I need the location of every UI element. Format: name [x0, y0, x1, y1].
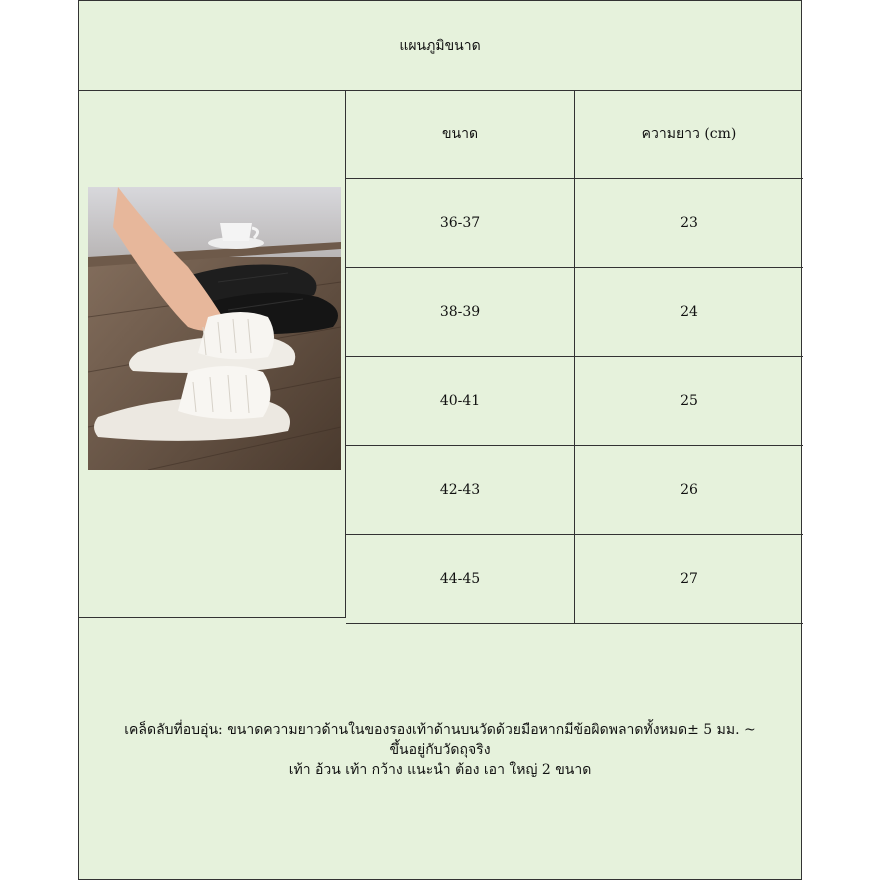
tip-line-3: เท้า อ้วน เท้า กว้าง แนะนำ ต้อง เอา ใหญ่ 2 ขนาด	[288, 761, 592, 778]
size-cell: 42-43	[346, 446, 575, 535]
size-cell: 38-39	[346, 268, 575, 357]
length-cell: 26	[575, 446, 804, 535]
table-row	[346, 179, 803, 268]
table-row	[346, 535, 803, 624]
table-row	[346, 268, 803, 357]
header-length: ความยาว (cm)	[575, 90, 804, 179]
length-cell: 23	[575, 179, 804, 268]
size-cell: 44-45	[346, 535, 575, 624]
table-row	[346, 446, 803, 535]
photo-cell	[79, 90, 346, 618]
chart-title: แผนภูมิขนาด	[79, 1, 801, 91]
size-cell: 36-37	[346, 179, 575, 268]
tip-line-2: ขึ้นอยู่กับวัดถุจริง	[389, 741, 491, 758]
size-cell: 40-41	[346, 357, 575, 446]
size-chart-sheet	[78, 0, 802, 880]
tip-line-1: เคล็ดลับที่อบอุ่น: ขนาดความยาวด้านในของรองเท้าด้านบนวัดด้วยมือหากมีข้อผิดพลาดทั้งหมด± 5 มม. ~	[124, 721, 756, 738]
length-cell: 25	[575, 357, 804, 446]
tip-note	[79, 618, 801, 881]
length-cell: 27	[575, 535, 804, 624]
size-table	[346, 90, 803, 624]
table-row	[346, 357, 803, 446]
slippers-photo	[88, 187, 341, 470]
header-size: ขนาด	[346, 90, 575, 179]
table-header-row	[346, 90, 803, 179]
length-cell: 24	[575, 268, 804, 357]
